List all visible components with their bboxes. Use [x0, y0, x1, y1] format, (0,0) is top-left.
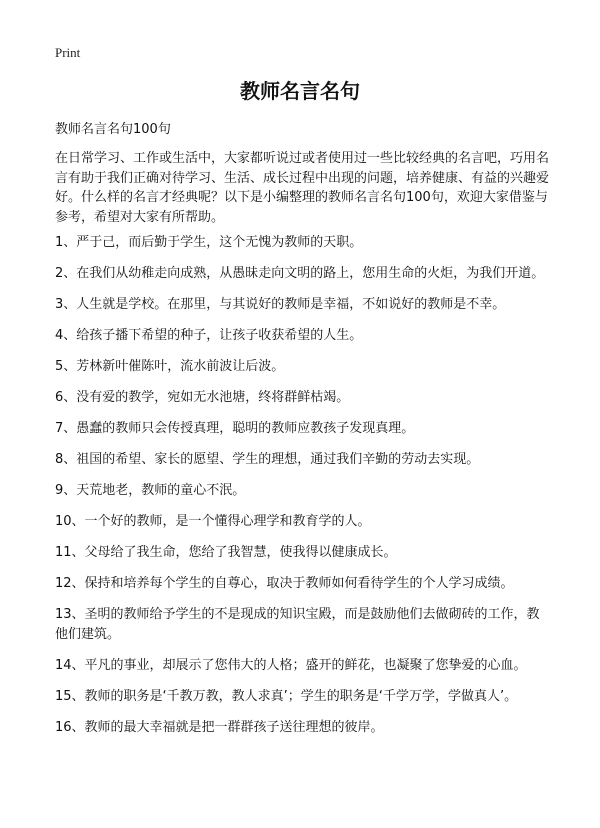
- quote-item: 4、给孩子播下希望的种子，让孩子收获希望的人生。: [55, 328, 363, 343]
- quote-item: 10、一个好的教师，是一个懂得心理学和教育学的人。: [55, 514, 371, 529]
- quote-item: 13、圣明的教师给予学生的不是现成的知识宝殿，而是鼓励他们去做砌砖的工作，教他们建筑。: [55, 607, 540, 642]
- quote-item: 16、教师的最大幸福就是把一群群孩子送往理想的彼岸。: [55, 719, 384, 735]
- quote-item: 7、愚蠢的教师只会传授真理，聪明的教师应教孩子发现真理。: [55, 421, 415, 436]
- quote-item: 6、没有爱的教学，宛如无水池塘，终将群鲜枯竭。: [55, 390, 350, 405]
- quote-item: 3、人生就是学校。在那里，与其说好的教师是幸福，不如说好的教师是不幸。: [55, 297, 506, 312]
- quote-item: 12、保持和培养每个学生的自尊心，取决于教师如何看待学生的个人学习成绩。: [55, 576, 514, 591]
- quote-item: 11、父母给了我生命，您给了我智慧，使我得以健康成长。: [55, 545, 397, 560]
- quote-list: [55, 233, 552, 749]
- page-title: 教师名言名句: [240, 79, 360, 103]
- quote-item: 2、在我们从幼稚走向成熟，从愚昧走向文明的路上，您用生命的火炬，为我们开道。: [55, 266, 545, 281]
- quote-item: 5、芳林新叶催陈叶，流水前波让后波。: [55, 359, 285, 374]
- print-link[interactable]: Print: [55, 45, 81, 60]
- quote-item: 1、严于己，而后勤于学生，这个无愧为教师的天职。: [55, 235, 363, 250]
- quote-item: 9、天荒地老，教师的童心不泯。: [55, 483, 246, 498]
- quote-item: 14、平凡的事业，却展示了您伟大的人格；盛开的鲜花，也凝聚了您挚爱的心血。: [55, 657, 527, 673]
- document-subtitle: 教师名言名句100句: [55, 122, 171, 137]
- quote-item: 15、教师的职务是‘千教万教，教人求真’；学生的职务是‘千学万学，学做真人’。: [55, 688, 518, 704]
- intro-paragraph: 在日常学习、工作或生活中，大家都听说过或者使用过一些比较经典的名言吧，巧用名言有助于我们正确对待学习、生活、成长过程中出现的问题，培养健康、有益的兴趣爱好。什么样的名言才经典呢？以下是小编整理的教师名言名句100句，欢迎大家借鉴与参考，希望对大家有所帮助。: [55, 151, 550, 225]
- quote-item: 8、祖国的希望、家长的愿望、学生的理想，通过我们辛勤的劳动去实现。: [55, 452, 480, 467]
